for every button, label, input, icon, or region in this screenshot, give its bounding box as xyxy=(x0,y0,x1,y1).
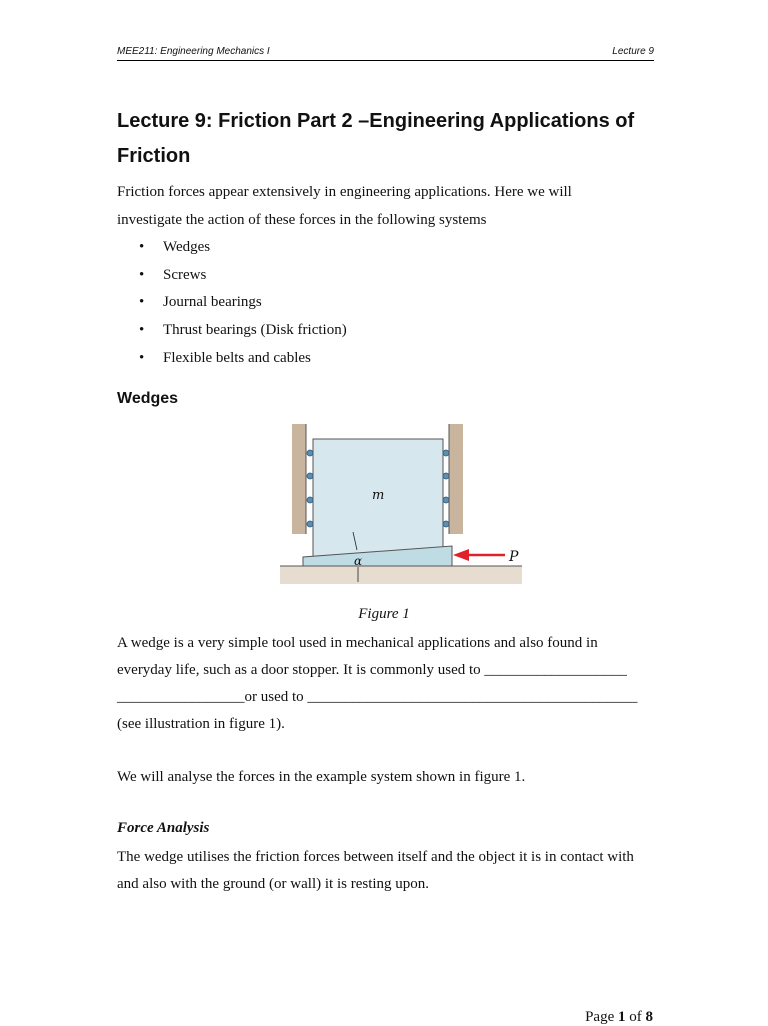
list-item xyxy=(117,316,347,344)
subheading-force-analysis: Force Analysis xyxy=(117,820,210,836)
list-item-text: Thrust bearings (Disk friction) xyxy=(163,322,347,339)
applications-list xyxy=(117,233,347,371)
page-footer xyxy=(585,1009,653,1026)
force-arrow-head xyxy=(453,549,469,561)
bullet-icon: • xyxy=(139,349,145,366)
page-number: 1 xyxy=(618,1009,626,1025)
left-rollers xyxy=(307,450,313,527)
intro-line-2: investigate the action of these forces in the following systems xyxy=(117,212,487,228)
page-title: Lecture 9: Friction Part 2 –Engineering Applications of Friction xyxy=(117,110,635,167)
analysis-intro: We will analyse the forces in the example system shown in figure 1. xyxy=(117,769,526,785)
wedge-para-line-4: (see illustration in figure 1). xyxy=(117,716,285,732)
bullet-icon: • xyxy=(139,322,145,339)
list-item xyxy=(117,344,347,372)
bullet-icon: • xyxy=(139,294,145,311)
left-wall xyxy=(292,424,306,534)
section-heading-wedges: Wedges xyxy=(117,390,179,407)
figure-caption: Figure 1 xyxy=(358,606,410,622)
page-word: Page xyxy=(585,1009,615,1025)
force-analysis-line-2: and also with the ground (or wall) it is resting upon. xyxy=(117,876,430,892)
wedge-para-line-1: A wedge is a very simple tool used in mechanical applications and also found in xyxy=(117,635,598,651)
wedge-figure xyxy=(275,420,535,590)
force-analysis-line-1: The wedge utilises the friction forces between itself and the object it is in contact with xyxy=(117,849,634,865)
bullet-icon: • xyxy=(139,266,145,283)
course-name: MEE211: Engineering Mechanics I xyxy=(117,46,270,57)
ground xyxy=(280,566,522,584)
right-wall xyxy=(449,424,463,534)
wedge-para-line-3: _________________or used to ____________________________________________ xyxy=(117,689,638,705)
lecture-label: Lecture 9 xyxy=(612,46,654,57)
list-item xyxy=(117,288,347,316)
intro-line-1: Friction forces appear extensively in engineering applications. Here we will xyxy=(117,184,572,200)
page-total: 8 xyxy=(645,1009,653,1025)
list-item-text: Wedges xyxy=(163,239,211,255)
list-item xyxy=(117,233,347,261)
list-item-text: Journal bearings xyxy=(163,294,262,311)
mass-label: m xyxy=(372,488,385,503)
angle-label: α xyxy=(354,554,363,568)
bullet-icon: • xyxy=(139,239,145,255)
force-label: P xyxy=(509,549,519,565)
list-item-text: Screws xyxy=(163,266,207,283)
wedge-para-line-2: everyday life, such as a door stopper. It is commonly used to ___________________ xyxy=(117,662,627,678)
of-word: of xyxy=(629,1009,642,1025)
list-item-text: Flexible belts and cables xyxy=(163,349,311,366)
page-header xyxy=(117,44,654,61)
list-item xyxy=(117,261,347,289)
right-rollers xyxy=(443,450,449,527)
